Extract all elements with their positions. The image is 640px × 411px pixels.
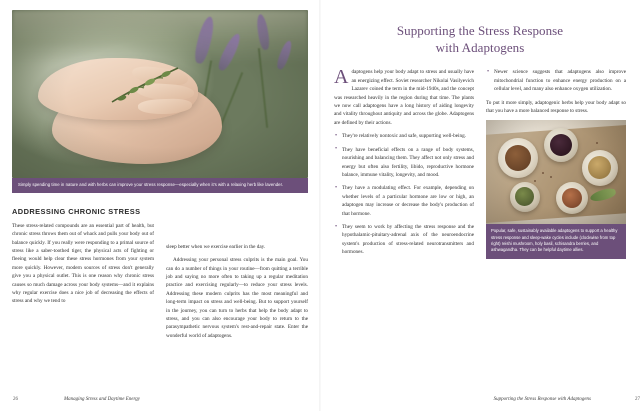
- page-title-line-2: with Adaptogens: [435, 40, 525, 56]
- paragraph: Addressing your personal stress culprits is the main goal. You can do a number of things in your routine—from quitting a terrible job and saying no more often to taking up a regular meditation practice and exercising regularly—to reduce your stress levels. Addressing these modern culprits has the most meaningful and long-term impact on stress and well-being. But to support yourself in the journey, you can turn to herbs that help the body adapt to stress, and you can also encourage your body to return to the parasympathetic nervous system's rest-and-repair state. Enter the wonderful world of adaptogens.: [166, 257, 308, 339]
- list-item: • They seem to work by affecting the stress response and the hypothalamic-pituitary-adrenal axis of the neuroendocrine system's production of stress-related neurotransmitters and hormones.: [341, 223, 474, 257]
- list-item: • They have beneficial effects on a range of body systems, nourishing and balancing them. They affect not only stress and energy but often also fertility, libido, reproductive hormone balance, immune vitality, longevity, and mood.: [341, 146, 474, 180]
- left-column-1: [12, 222, 154, 346]
- running-head: Managing Stress and Daytime Energy: [64, 397, 141, 402]
- photo-vignette: [486, 120, 626, 224]
- folio-number: 27: [635, 397, 640, 402]
- right-column-2: [486, 68, 626, 261]
- list-item: • Newer science suggests that adaptogens also improve mitochondrial function to enhance energy production on a cellular level, and many also enhance oxygen utilization.: [493, 68, 626, 93]
- drop-cap: A: [334, 66, 349, 89]
- paragraph: sleep better when we exercise earlier in the day.: [166, 243, 266, 250]
- list-item: • They're relatively nontoxic and safe, supporting well-being.: [341, 132, 474, 140]
- paragraph: These stress-related compounds are an essential part of health, but chronic stress throws them out of whack and pulls your body out of balance quickly. If you really were responding to a primal source of stress like a saber-toothed tiger, the physical acts of fighting or fleeing would help clear these stress hormones from your system more quickly. However, modern sources of stress don't generally give you a physical outlet. This is one reason why chronic stress causes so much damage across your body systems—and it explains why regular exercise does a nice job of decreasing the effects of stress and why we tend to: [12, 222, 154, 305]
- photo-adaptogen-bowls: [486, 120, 626, 224]
- folio-number: 26: [13, 397, 18, 402]
- adaptogen-traits-list-part-2: [486, 68, 626, 93]
- right-page-footer: [320, 397, 640, 402]
- page-title: [334, 22, 626, 56]
- list-item: • They have a modulating effect. For example, depending on whether levels of a particular hormone are low or high, an adaptogen may increase or decrease the body's production of that hormone.: [341, 184, 474, 218]
- intro-text: daptogens help your body adapt to stress and usually have an energizing effect. Soviet researcher Nikolai Vasilyevich Lazarev coined the term in the mid-1940s, and the concept was researched heavily in the region during that time. The plants we now call adaptogens have a long history of aiding longevity and vitality throughout antiquity and across the globe. Adaptogens are defined by their actions.: [334, 69, 474, 126]
- adaptogen-traits-list-part-1: [334, 132, 474, 256]
- left-photo-caption: Simply spending time in nature and with herbs can improve your stress response—especially when it's with a relaxing herb like lavender.: [12, 178, 308, 193]
- running-head: Supporting the Stress Response with Adaptogens: [493, 397, 591, 402]
- right-column-1: [334, 68, 474, 261]
- left-page-footer: [0, 397, 320, 402]
- right-page-columns: [334, 68, 626, 261]
- page-title-line-1: Supporting the Stress Response: [396, 23, 564, 38]
- right-photo-caption: Popular, safe, sustainably available adaptogens to support a healthy stress response and sleep-wake cycles include (clockwise from top right) reishi mushroom, holy basil, schisandra berries, and ashwagandha. They can be helpful daytime allies.: [486, 224, 626, 258]
- intro-paragraph: [334, 68, 474, 127]
- left-page-columns: [12, 222, 308, 346]
- closing-paragraph: To put it more simply, adaptogenic herbs help your body adapt so that you have a more balanced response to stress.: [486, 99, 626, 114]
- section-heading-addressing-chronic-stress: ADDRESSING CHRONIC STRESS: [12, 207, 141, 217]
- photo-hands-with-lavender: [12, 10, 308, 178]
- right-page: [320, 0, 640, 411]
- photo-vignette: [12, 10, 308, 178]
- left-column-2: [166, 222, 308, 346]
